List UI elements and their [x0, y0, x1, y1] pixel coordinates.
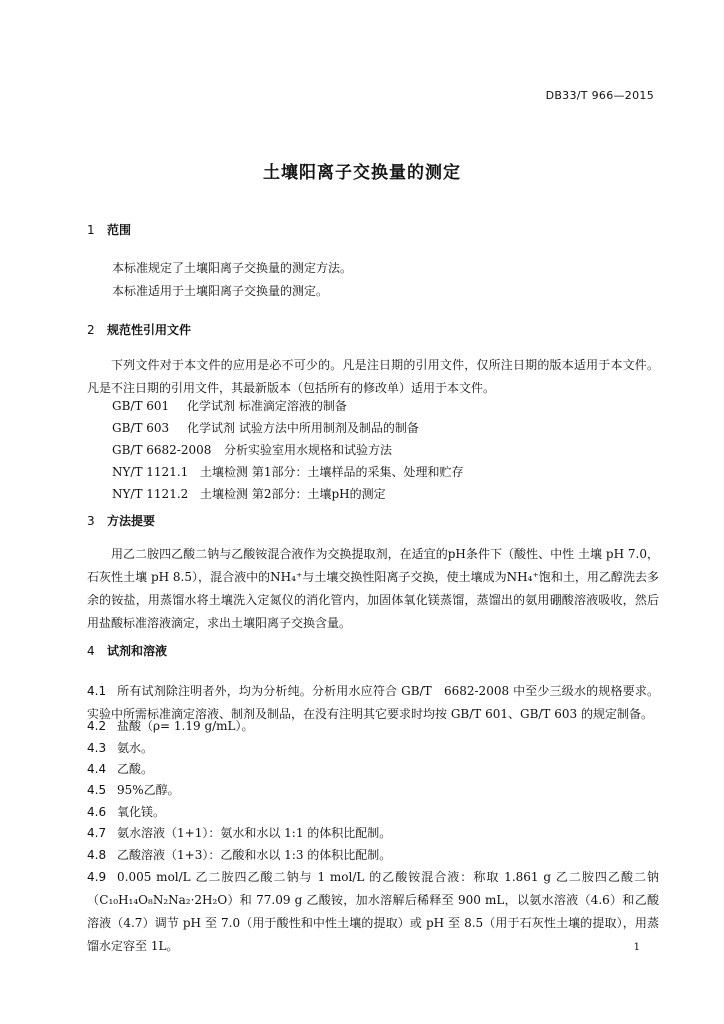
reference-item	[112, 419, 419, 436]
reference-code: NY/T 1121.1	[112, 465, 189, 479]
item-number: 4.6	[87, 805, 107, 819]
page-number: 1	[633, 942, 640, 953]
section-4-heading	[87, 642, 167, 659]
section-number: 2	[87, 323, 95, 337]
reagent-item	[87, 866, 659, 958]
reference-item	[112, 485, 386, 502]
item-number: 4.9	[87, 870, 107, 884]
item-number: 4.7	[87, 826, 107, 840]
reagent-item	[87, 803, 165, 820]
section-title: 方法提要	[107, 514, 156, 528]
section-number: 1	[87, 223, 95, 237]
reference-code: NY/T 1121.2	[112, 487, 189, 501]
reference-code: GB/T 601	[112, 399, 170, 413]
reference-item	[112, 463, 463, 480]
section-title: 试剂和溶液	[107, 644, 168, 658]
item-number: 4.4	[87, 762, 107, 776]
section-3-heading	[87, 512, 155, 529]
reagent-item	[87, 824, 391, 841]
section-title: 规范性引用文件	[107, 323, 192, 337]
item-text: 氧化镁。	[117, 805, 166, 819]
item-text: 氨水溶液（1+1）：氨水和水以 1:1 的体积比配制。	[117, 826, 392, 840]
reagent-item	[87, 739, 153, 756]
reagent-item	[87, 846, 391, 863]
item-text: 95%乙醇。	[117, 783, 180, 797]
reference-code: GB/T 603	[112, 421, 170, 435]
scope-paragraph-2: 本标准适用于土壤阳离子交换量的测定。	[112, 284, 329, 298]
item-text: 乙酸。	[117, 762, 154, 776]
reference-item	[112, 441, 392, 458]
reference-name: 化学试剂 试验方法中所用制剂及制品的制备	[187, 421, 419, 435]
item-text: 氨水。	[117, 741, 154, 755]
reference-name: 土壤检测 第1部分：土壤样品的采集、处理和贮存	[200, 465, 464, 479]
item-text: 0.005 mol/L 乙二胺四乙酸二钠与 1 mol/L 的乙酸铵混合液：称取 1.861 g 乙二胺四乙酸二钠（C₁₀H₁₄O₈N₂Na₂·2H₂O）和 77.09 g 乙酸铵，加水溶解后稀释至 900 mL，以氨水溶液（4.6）和乙酸溶液（4.7）调节 pH 至 7.0（用于酸性和中性土壤的提取）或 pH 至 8.5（用于石灰性土壤的提取），用蒸馏水定容至 1L。	[87, 870, 659, 953]
section-2-heading	[87, 321, 191, 338]
reference-code: GB/T 6682-2008	[112, 443, 212, 457]
section-title: 范围	[107, 223, 132, 237]
scope-paragraph-1: 本标准规定了土壤阳离子交换量的测定方法。	[112, 261, 353, 275]
item-text: 盐酸（ρ= 1.19 g/mL）。	[117, 719, 254, 733]
reagent-item	[87, 760, 153, 777]
section-number: 3	[87, 514, 95, 528]
item-number: 4.3	[87, 741, 107, 755]
section-1-heading	[87, 221, 131, 238]
page-title: 土壤阳离子交换量的测定	[263, 163, 461, 183]
document-number: DB33/T 966—2015	[545, 89, 654, 102]
reference-name: 土壤检测 第2部分：土壤pH的测定	[200, 487, 386, 501]
reference-name: 分析实验室用水规格和试验方法	[224, 443, 393, 457]
reference-name: 化学试剂 标准滴定溶液的制备	[187, 399, 347, 413]
item-text: 乙酸溶液（1+3）：乙酸和水以 1:3 的体积比配制。	[117, 848, 392, 862]
item-number: 4.2	[87, 719, 107, 733]
item-number: 4.5	[87, 783, 107, 797]
section-number: 4	[87, 644, 95, 658]
reagent-item	[87, 781, 180, 798]
references-intro: 下列文件对于本文件的应用是必不可少的。凡是注日期的引用文件，仅所注日期的版本适用于本文件。凡是不注日期的引用文件，其最新版本（包括所有的修改单）适用于本文件。	[87, 358, 659, 395]
reagent-item	[87, 717, 254, 734]
item-number: 4.1	[87, 684, 107, 698]
reference-item	[112, 397, 347, 414]
item-text: 所有试剂除注明者外，均为分析纯。分析用水应符合 GB/T 6682-2008 中至少三级水的规格要求。实验中所需标准滴定溶液、制剂及制品，在没有注明其它要求时均按 GB/T 601、GB/T 603 的规定制备。	[87, 684, 659, 721]
method-summary: 用乙二胺四乙酸二钠与乙酸铵混合液作为交换提取剂，在适宜的pH条件下（酸性、中性 土壤 pH 7.0，石灰性土壤 pH 8.5），混合液中的NH₄⁺与土壤交换性阳离子交换，使土壤成为NH₄⁺饱和土，用乙醇洗去多余的铵盐，用蒸馏水将土壤洗入定氮仪的消化管内，加固体氧化镁蒸馏，蒸馏出的氨用硼酸溶液吸收，然后用盐酸标准溶液滴定，求出土壤阳离子交换含量。	[87, 547, 659, 630]
item-number: 4.8	[87, 848, 107, 862]
